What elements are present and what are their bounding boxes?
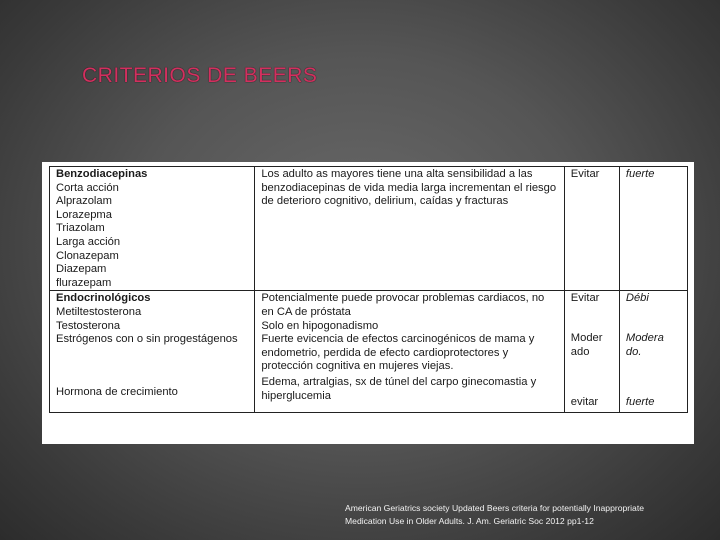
spacer — [626, 306, 681, 319]
drug-item: Metiltestosterona — [56, 305, 142, 318]
drug-item: Testosterona — [56, 319, 121, 332]
rationale-cell — [255, 291, 564, 413]
drug-item: Estrógenos con o sin progestágenos — [56, 333, 238, 346]
strength-cell — [619, 291, 687, 413]
spacer — [56, 373, 248, 386]
drug-item: Lorazepma — [56, 208, 112, 221]
citation-line: American Geriatrics society Updated Beers criteria for potentially Inappropriate — [345, 503, 645, 513]
table-row-benzodiacepinas — [50, 167, 688, 291]
drug-item: Hormona de crecimiento — [56, 385, 178, 398]
drug-item: Alprazolam — [56, 195, 112, 208]
strength-text: fuerte — [625, 396, 655, 409]
rationale-line: benzodiacepinas de vida media larga incrementan el riesgo — [261, 181, 557, 194]
rationale-line: en CA de próstata — [261, 305, 351, 318]
table-row-endocrinologicos — [50, 291, 688, 413]
recommendation-cell — [564, 291, 619, 413]
rationale-line: Potencialmente puede provocar problemas cardiacos, no — [261, 292, 545, 305]
spacer — [571, 385, 613, 396]
drug-item: Triazolam — [56, 222, 105, 235]
spacer — [626, 385, 681, 396]
drug-item: Corta acción — [56, 181, 119, 194]
rationale-line: hiperglucemia — [261, 389, 331, 402]
spacer — [56, 360, 248, 373]
recommendation-text: Evitar — [570, 168, 600, 180]
strength-text: Modera — [625, 331, 664, 344]
recommendation-text: evitar — [570, 396, 599, 409]
recommendation-cell — [564, 167, 619, 291]
drug-item: Clonazepam — [56, 249, 119, 262]
spacer — [571, 359, 613, 372]
spacer — [56, 347, 248, 360]
drug-cell — [50, 291, 255, 413]
rationale-line: Solo en hipogonadismo — [261, 319, 379, 332]
strength-text: Débi — [625, 292, 649, 305]
rationale-line: endometrio, perdida de efecto cardioprotectores y — [261, 346, 509, 359]
spacer — [626, 319, 681, 332]
strength-text: do. — [625, 345, 642, 358]
spacer — [571, 319, 613, 332]
recommendation-text: ado — [570, 345, 590, 358]
drug-cell — [50, 167, 255, 291]
rationale-line: Los adulto as mayores tiene una alta sensibilidad a las — [261, 168, 533, 180]
strength-text: fuerte — [625, 168, 655, 180]
citation-line: Medication Use in Older Adults. J. Am. Geriatric Soc 2012 pp1-12 — [345, 516, 594, 526]
strength-cell — [619, 167, 687, 291]
rationale-line: protección cognitiva en mujeres viejas. — [261, 360, 454, 373]
rationale-line: Edema, artralgias, sx de túnel del carpo ginecomastia y — [261, 375, 537, 388]
spacer — [626, 359, 681, 372]
rationale-line: Fuerte evicencia de efectos carcinogénicos de mama y — [261, 333, 535, 346]
spacer — [571, 372, 613, 385]
spacer — [56, 399, 248, 412]
spacer — [571, 306, 613, 319]
drug-item: flurazepam — [56, 276, 112, 289]
rationale-line: de deterioro cognitivo, delirium, caídas y fracturas — [261, 195, 509, 208]
drug-item: Diazepam — [56, 263, 107, 276]
drug-item: Larga acción — [56, 235, 121, 248]
category-label: Endocrinológicos — [56, 292, 151, 305]
beers-table-image — [42, 162, 694, 444]
recommendation-text: Evitar — [570, 292, 600, 305]
spacer — [626, 372, 681, 385]
recommendation-text: Moder — [570, 331, 603, 344]
beers-table — [49, 166, 688, 413]
rationale-cell — [255, 167, 564, 291]
slide-title: CRITERIOS DE BEERS — [82, 64, 318, 87]
category-label: Benzodiacepinas — [56, 168, 148, 180]
citation — [345, 502, 715, 528]
